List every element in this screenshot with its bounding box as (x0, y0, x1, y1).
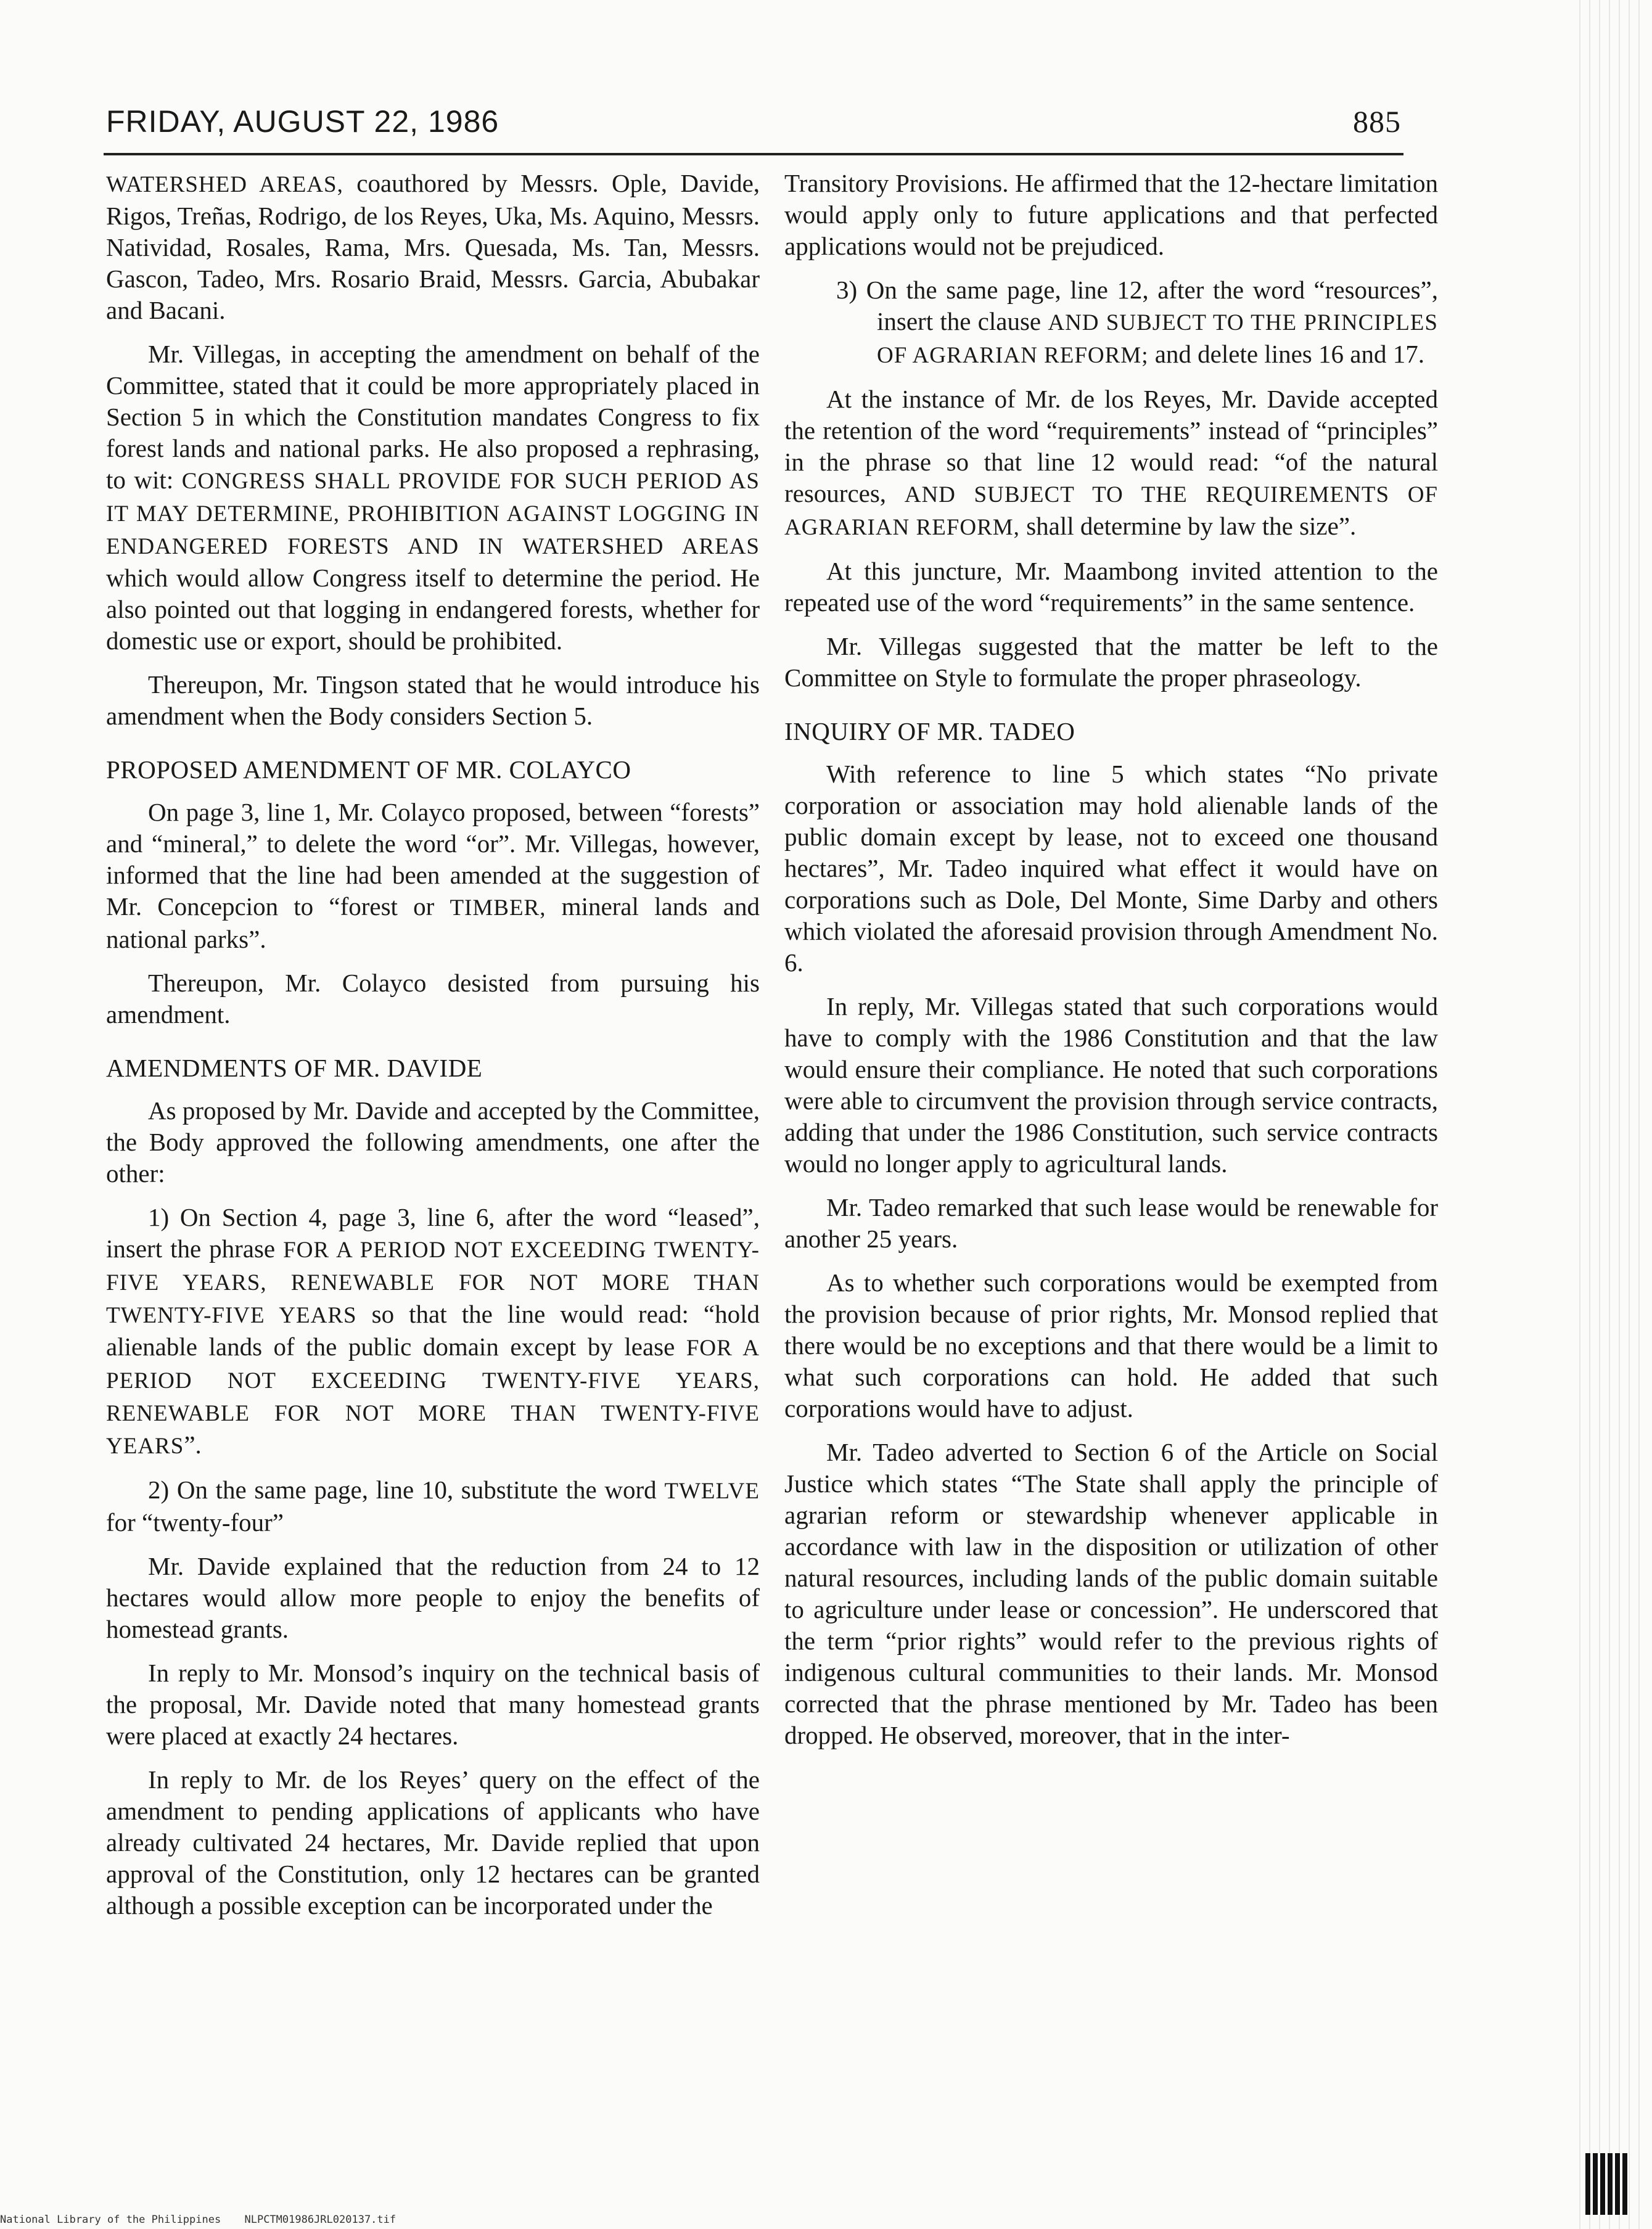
caps-text: AND SUBJECT TO THE REQUIREMENTS OF AGRARIAN REFORM, (784, 482, 1438, 540)
paragraph-text: coauthored by Messrs. Ople, Davide, Rigos, Treñas, Rodrigo, de los Reyes, Uka, Ms. Aquino, Messrs. Natividad, Rosales, Rama, Mrs. Quesada, Ms. Tan, Messrs. Gascon, Tadeo, Mrs. Rosario Braid, Messrs. Garcia, Abubakar and Bacani. (106, 169, 760, 324)
caps-text: FOR A PERIOD NOT EXCEEDING TWENTY-FIVE YEARS, RENEWABLE FOR NOT MORE THAN TWENTY-FIVE YEARS (106, 1238, 760, 1328)
scan-margin-noise (1571, 0, 1645, 2229)
paragraph-text: At the instance of Mr. de los Reyes, Mr. Davide accepted the retention of the word “requirements” instead of “principles” in the phrase so that line 12 would read: “of the natural resources, (784, 385, 1438, 507)
paragraph (106, 168, 760, 326)
paragraph-text: for “twenty-four” (106, 1508, 284, 1537)
paragraph-text: so that the line would read: “hold alienable lands of the public domain except by lease (106, 1300, 760, 1361)
paragraph-text: On page 3, line 1, Mr. Colayco proposed, between “forests” and “mineral,” to delete the word “or”. Mr. Villegas, however, informed that the line had been amended at the suggestion of Mr. Concepcion to “forest or (106, 798, 760, 921)
paragraph-text: ”. (184, 1431, 202, 1459)
amendment-item-3 (784, 274, 1438, 371)
paragraph: Thereupon, Mr. Tingson stated that he would introduce his amendment when the Body considers Section 5. (106, 670, 760, 730)
item-number: 3) (836, 276, 858, 304)
page-number: 885 (1353, 104, 1401, 139)
scan-footer (0, 2214, 617, 2227)
caps-text: CONGRESS SHALL PROVIDE FOR SUCH PERIOD AS IT MAY DETERMINE, PROHIBITION AGAINST LOGGING IN ENDANGERED FORESTS AND IN WATERSHED AREAS (106, 469, 760, 559)
footer-file: NLPCTM01986JRL020137.tif (244, 2214, 397, 2226)
left-column (106, 168, 760, 1934)
paragraph-text: shall determine by law the size”. (1026, 512, 1357, 540)
page-header (106, 104, 1401, 153)
paragraph: Transitory Provisions. He affirmed that the 12-hectare limitation would apply only to future applications and that perfected applications would not be prejudiced. (784, 169, 1438, 260)
paragraph: With reference to line 5 which states “No private corporation or association may hold alienable lands of the public domain except by lease, not to exceed one thousand hectares”, Mr. Tadeo inquired what effect it would have on corporations such as Dole, Del Monte, Sime Darby and others which violated the aforesaid provision through Amendment No. 6. (784, 760, 1438, 977)
paragraph: In reply, Mr. Villegas stated that such corporations would have to comply with the 1986 Constitution and that the law would ensure their compliance. He noted that such corporations were able to circumvent the provision through service contracts, adding that under the 1986 Constitution, such service contracts would no longer apply to agricultural lands. (784, 992, 1438, 1178)
caps-text: TIMBER, (450, 895, 546, 921)
paragraph: Mr. Davide explained that the reduction from 24 to 12 hectares would allow more people to enjoy the benefits of homestead grants. (106, 1552, 760, 1643)
header-date: FRIDAY, AUGUST 22, 1986 (106, 104, 499, 139)
paragraph: At this juncture, Mr. Maambong invited attention to the repeated use of the word “requirements” in the same sentence. (784, 557, 1438, 617)
paragraph-text: and delete lines 16 and 17. (1154, 340, 1424, 368)
amendment-item-1 (106, 1202, 760, 1462)
paragraph-text: On Section 4, page 3, line 6, after the word “leased”, insert the phrase (106, 1203, 760, 1263)
paragraph: Mr. Tadeo remarked that such lease would be renewable for another 25 years. (784, 1193, 1438, 1253)
paragraph: As proposed by Mr. Davide and accepted by the Committee, the Body approved the following amendments, one after the other: (106, 1096, 760, 1188)
section-heading-tadeo: INQUIRY OF MR. TADEO (784, 717, 1075, 745)
caps-text: AND SUBJECT TO THE PRINCIPLES OF AGRARIAN REFORM; (877, 310, 1438, 368)
paragraph: Mr. Tadeo adverted to Section 6 of the Article on Social Justice which states “The State shall apply the principle of agrarian reform or stewardship whenever applicable in accordance with law in the disposition or utilization of other natural resources, including lands of the public domain suitable to agriculture under lease or concession”. He underscored that the term “prior rights” would refer to the previous rights of indigenous cultural communities to their lands. Mr. Monsod corrected that the phrase mentioned by Mr. Tadeo has been dropped. He observed, moreover, that in the inter- (784, 1438, 1438, 1749)
header-rule (104, 153, 1403, 155)
paragraph-text: On the same page, line 12, after the word “resources”, insert the clause (866, 276, 1439, 335)
paragraph-text: On the same page, line 10, substitute the word (176, 1476, 657, 1504)
paragraph-text: mineral lands and national parks”. (106, 892, 760, 953)
right-column (784, 168, 1438, 1763)
paragraph (784, 384, 1438, 543)
amendment-item-2 (106, 1474, 760, 1538)
caps-text: TWELVE (664, 1479, 760, 1504)
paragraph-text: which would allow Congress itself to determine the period. He also pointed out that logging in endangered forests, whether for domestic use or export, should be prohibited. (106, 564, 760, 655)
footer-library: National Library of the Philippines (0, 2214, 221, 2226)
paragraph: In reply to Mr. de los Reyes’ query on the effect of the amendment to pending applications of applicants who have already cultivated 24 hectares, Mr. Davide replied that upon approval of the Constitution, only 12 hectares can be granted although a possible exception can be incorporated under the (106, 1765, 760, 1919)
caps-text: WATERSHED AREAS, (106, 172, 343, 197)
paragraph: In reply to Mr. Monsod’s inquiry on the technical basis of the proposal, Mr. Davide noted that many homestead grants were placed at exactly 24 hectares. (106, 1659, 760, 1750)
section-heading-davide: AMENDMENTS OF MR. DAVIDE (106, 1054, 483, 1082)
paragraph (106, 797, 760, 955)
paragraph: As to whether such corporations would be exempted from the provision because of prior rights, Mr. Monsod replied that there would be no exceptions and that there would be a limit to what such corporations can hold. He added that such corporations would have to adjust. (784, 1268, 1438, 1422)
paragraph (106, 339, 760, 657)
paragraph-text: Mr. Villegas, in accepting the amendment on behalf of the Committee, stated that it could be more appropriately placed in Section 5 in which the Constitution mandates Congress to fix forest lands and national parks. He also proposed a rephrasing, to wit: (106, 340, 760, 494)
paragraph: Mr. Villegas suggested that the matter be left to the Committee on Style to formulate the proper phraseology. (784, 632, 1438, 692)
item-number: 2) (148, 1476, 170, 1504)
caps-text: FOR A PERIOD NOT EXCEEDING TWENTY-FIVE YEARS, RENEWABLE FOR NOT MORE THAN TWENTY-FIVE YEARS (106, 1336, 760, 1459)
paragraph: Thereupon, Mr. Colayco desisted from pursuing his amendment. (106, 969, 760, 1028)
scan-barcode (1585, 2153, 1629, 2215)
item-number: 1) (148, 1203, 170, 1231)
section-heading-colayco: PROPOSED AMENDMENT OF MR. COLAYCO (106, 755, 631, 784)
